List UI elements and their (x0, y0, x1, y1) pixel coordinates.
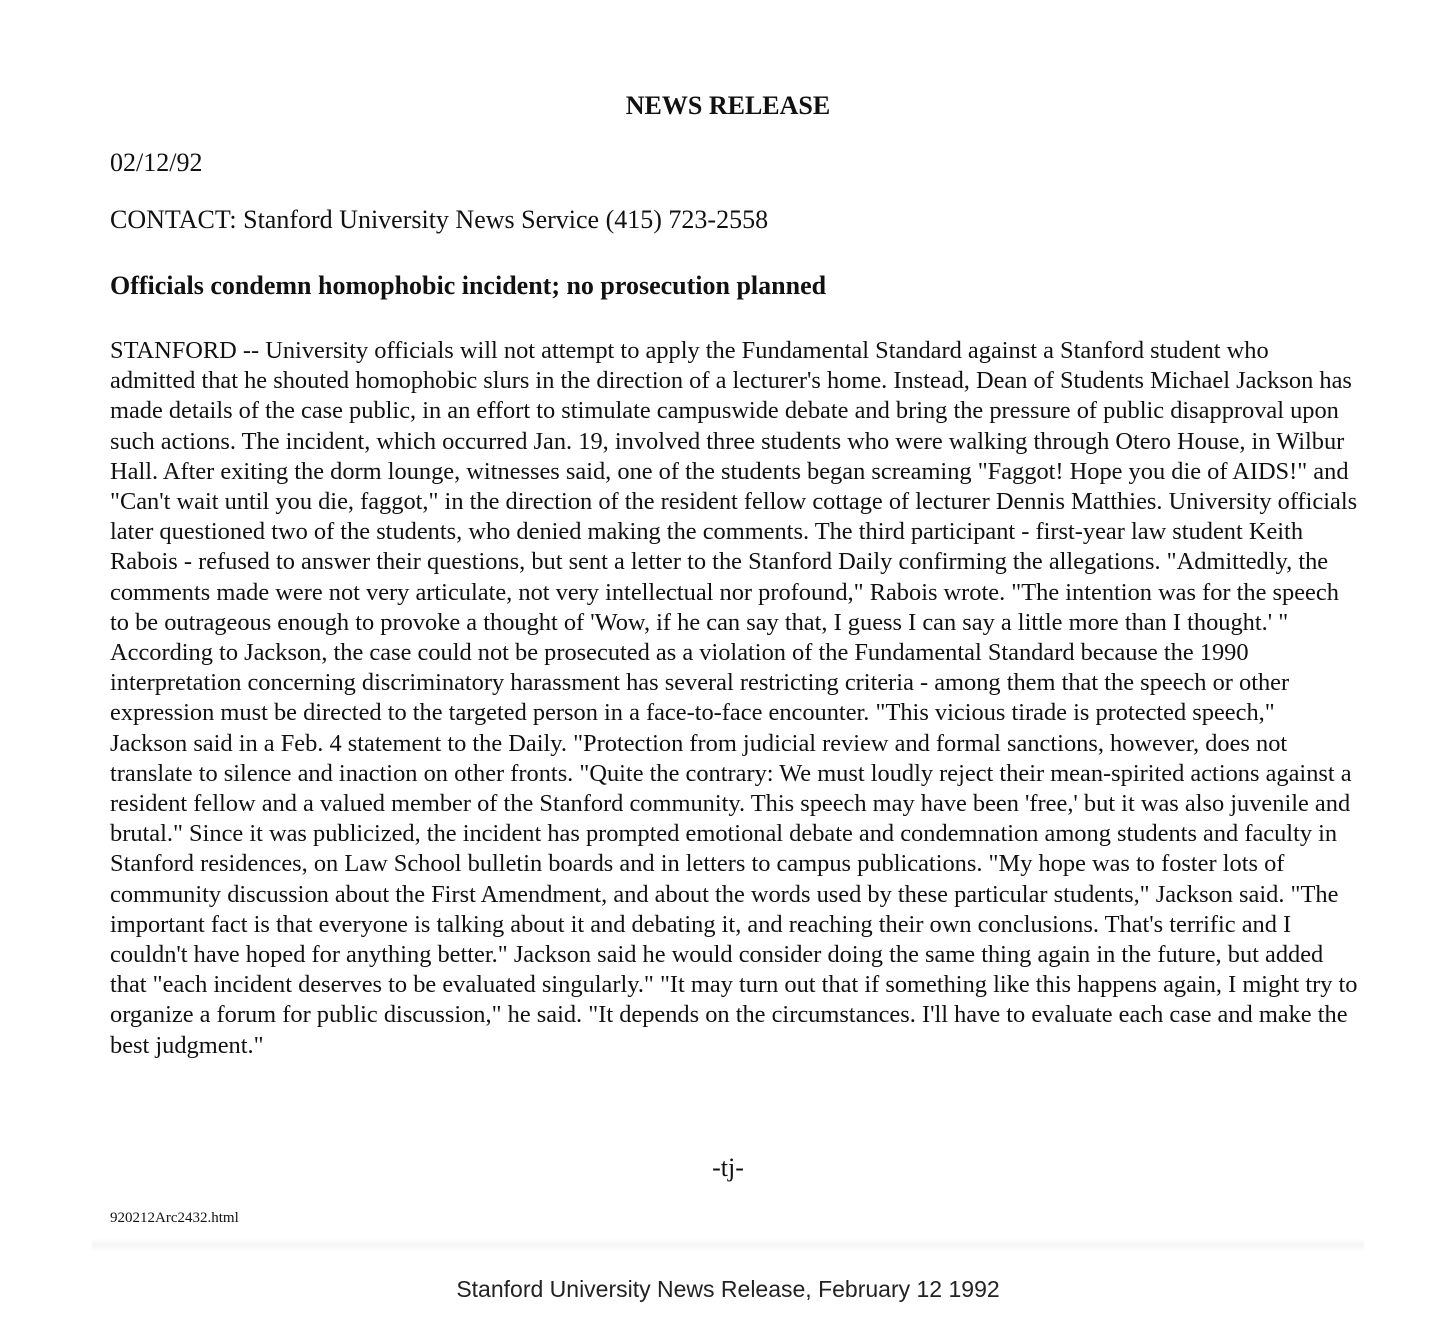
release-title: NEWS RELEASE (625, 91, 831, 120)
image-caption: Stanford University News Release, February 12 1992 (456, 1276, 1000, 1302)
separator (92, 1238, 1364, 1252)
release-date: 02/12/92 (110, 148, 203, 177)
sign-off: -tj- (712, 1153, 744, 1182)
file-name: 920212Arc2432.html (110, 1210, 239, 1226)
contact-line: CONTACT: Stanford University News Service (415) 723-2558 (110, 205, 769, 234)
body-text: STANFORD -- University officials will not attempt to apply the Fundamental Standard against a Stanford student who admitted that he shouted homophobic slurs in the direction of a lecturer's home. Instead, Dean of Students Michael Jackson has made details of the case public, in an effort to stimulate campuswide debate and bring the pressure of public disapproval upon such actions. The incident, which occurred Jan. 19, involved three students who were walking through Otero House, in Wilbur Hall. After exiting the dorm lounge, witnesses said, one of the students began screaming "Faggot! Hope you die of AIDS!" and "Can't wait until you die, faggot," in the direction of the resident fellow cottage of lecturer Dennis Matthies. University officials later questioned two of the students, who denied making the comments. The third participant - first-year law student Keith Rabois - refused to answer their questions, but sent a letter to the Stanford Daily confirming the allegations. "Admittedly, the comments made were not very articulate, not very intellectual nor profound," Rabois wrote. "The intention was for the speech to be outrageous enough to provoke a thought of 'Wow, if he can say that, I guess I can say a little more than I thought.' " According to Jackson, the case could not be prosecuted as a violation of the Fundamental Standard because the 1990 interpretation concerning discriminatory harassment has several restricting criteria - among them that the speech or other expression must be directed to the targeted person in a face-to-face encounter. "This vicious tirade is protected speech," Jackson said in a Feb. 4 statement to the Daily. "Protection from judicial review and formal sanctions, however, does not translate to silence and inaction on other fronts. "Quite the contrary: We must loudly reject their mean-spirited actions against a resident fellow and a valued member of the Stanford community. This speech may have been 'free,' but it was also juvenile and brutal." Since it was publicized, the incident has prompted emotional debate and condemnation among students and faculty in Stanford residences, on Law School bulletin boards and in letters to campus publications. "My hope was to foster lots of community discussion about the First Amendment, and about the words used by these particular students," Jackson said. "The important fact is that everyone is talking about it and debating it, and reaching their own conclusions. That's terrific and I couldn't have hoped for anything better." Jackson said he would consider doing the same thing again in the future, but added that "each incident deserves to be evaluated singularly." "It may turn out that if something like this happens again, I might try to organize a forum for public discussion," he said. "It depends on the circumstances. I'll have to evaluate each case and make the best judgment." (110, 337, 1358, 1059)
headline: Officials condemn homophobic incident; no prosecution planned (110, 271, 827, 300)
